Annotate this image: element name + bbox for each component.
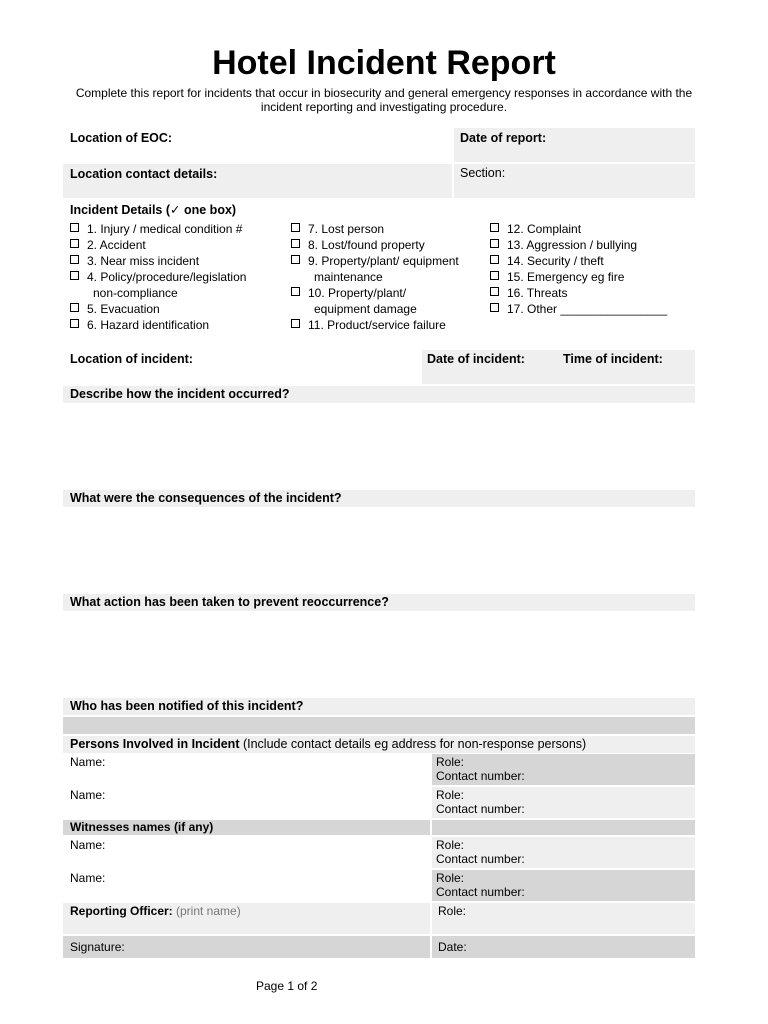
checkbox-icon <box>70 319 79 328</box>
checkbox-icon <box>70 303 79 312</box>
checkbox-lost-person[interactable]: 7. Lost person <box>291 221 459 237</box>
witnesses-label: Witnesses names (if any) <box>70 820 214 834</box>
person-2-name-field[interactable] <box>63 787 430 818</box>
reporting-officer-field[interactable] <box>63 903 430 934</box>
witness-2-name-label: Name: <box>70 871 106 885</box>
incident-details-heading: Incident Details (✓ one box) <box>70 203 237 217</box>
action-answer[interactable] <box>63 612 695 697</box>
checkbox-emergency[interactable]: 15. Emergency eg fire <box>490 269 667 285</box>
checkbox-complaint[interactable]: 12. Complaint <box>490 221 667 237</box>
signature-field[interactable] <box>63 936 430 958</box>
consequences-label: What were the consequences of the incident? <box>70 491 342 505</box>
how-occurred-header <box>63 386 695 403</box>
date-of-report-label: Date of report: <box>460 131 547 145</box>
location-of-incident-label: Location of incident: <box>70 352 193 366</box>
time-of-incident-label: Time of incident: <box>563 352 663 366</box>
signature-label: Signature: <box>70 940 125 954</box>
checkbox-near-miss[interactable]: 3. Near miss incident <box>70 253 246 269</box>
date-time-of-incident-field[interactable] <box>422 350 695 384</box>
person-1-name-label: Name: <box>70 755 106 769</box>
checkbox-icon <box>490 271 499 280</box>
checkbox-maintenance[interactable]: 9. Property/plant/ equipment <box>291 253 459 269</box>
incident-types-col2 <box>291 221 459 333</box>
action-label: What action has been taken to prevent reoccurrence? <box>70 595 389 609</box>
person-1-role-contact: Role: Contact number: <box>436 755 525 783</box>
checkbox-icon <box>70 223 79 232</box>
date-of-incident-label: Date of incident: <box>427 352 525 366</box>
date-field[interactable] <box>432 936 695 958</box>
checkbox-icon <box>291 223 300 232</box>
checkbox-lost-property[interactable]: 8. Lost/found property <box>291 237 459 253</box>
section-field[interactable] <box>454 164 695 198</box>
checkbox-icon <box>490 303 499 312</box>
date-of-report-field[interactable] <box>454 128 695 162</box>
persons-involved-label: Persons Involved in Incident (Include contact details eg address for non-response persons) <box>70 737 587 751</box>
witness-1-name-label: Name: <box>70 838 106 852</box>
consequences-header <box>63 490 695 507</box>
checkbox-icon <box>291 319 300 328</box>
incident-types-col1 <box>70 221 246 333</box>
reporting-officer-label: Reporting Officer: (print name) <box>70 904 241 918</box>
checkbox-other[interactable]: 17. Other ________________ <box>490 301 667 317</box>
checkbox-icon <box>490 255 499 264</box>
location-of-incident-field[interactable] <box>63 350 420 384</box>
notified-answer[interactable] <box>63 717 695 734</box>
checkbox-icon <box>291 287 300 296</box>
persons-involved-header <box>63 736 695 753</box>
checkbox-service-failure[interactable]: 11. Product/service failure <box>291 317 459 333</box>
checkbox-aggression[interactable]: 13. Aggression / bullying <box>490 237 667 253</box>
person-1-role-field[interactable] <box>432 754 695 785</box>
date-label: Date: <box>438 940 467 954</box>
checkbox-injury[interactable]: 1. Injury / medical condition # <box>70 221 246 237</box>
person-2-role-field[interactable] <box>432 787 695 818</box>
reporting-officer-role-field[interactable] <box>432 903 695 934</box>
checkbox-accident[interactable]: 2. Accident <box>70 237 246 253</box>
person-1-name-field[interactable] <box>63 754 430 785</box>
section-label: Section: <box>460 166 506 180</box>
witness-1-role-contact: Role: Contact number: <box>436 838 525 866</box>
reporting-officer-role-label: Role: <box>438 904 467 918</box>
witness-1-name-field[interactable] <box>63 837 430 868</box>
location-contact-label: Location contact details: <box>70 167 218 181</box>
witness-1-role-field[interactable] <box>432 837 695 868</box>
page-number: Page 1 of 2 <box>256 979 318 993</box>
how-occurred-answer[interactable] <box>63 404 695 489</box>
checkbox-icon <box>291 239 300 248</box>
checkbox-icon <box>490 287 499 296</box>
location-eoc-label: Location of EOC: <box>70 131 173 145</box>
action-header <box>63 594 695 611</box>
witness-2-role-contact: Role: Contact number: <box>436 871 525 899</box>
intro-text: Complete this report for incidents that occur in biosecurity and general emergency responses in accordance with the incident reporting and investigating procedure. <box>75 86 693 114</box>
witness-2-name-field[interactable] <box>63 870 430 901</box>
checkbox-maintenance-cont: maintenance <box>314 270 383 284</box>
page-title: Hotel Incident Report <box>212 44 556 82</box>
checkbox-security[interactable]: 14. Security / theft <box>490 253 667 269</box>
checkbox-damage-cont: equipment damage <box>314 302 417 316</box>
witnesses-header <box>63 820 430 835</box>
checkbox-icon <box>70 255 79 264</box>
checkbox-icon <box>70 271 79 280</box>
location-eoc-field[interactable] <box>63 128 452 162</box>
checkbox-hazard[interactable]: 6. Hazard identification <box>70 317 246 333</box>
incident-types-col3 <box>490 221 667 317</box>
checkbox-damage[interactable]: 10. Property/plant/ <box>291 285 459 301</box>
person-2-name-label: Name: <box>70 788 106 802</box>
checkbox-threats[interactable]: 16. Threats <box>490 285 667 301</box>
checkbox-icon <box>490 239 499 248</box>
notified-label: Who has been notified of this incident? <box>70 699 304 713</box>
checkbox-policy[interactable]: 4. Policy/procedure/legislation <box>70 269 246 285</box>
checkbox-icon <box>490 223 499 232</box>
location-contact-field[interactable] <box>63 164 452 198</box>
how-occurred-label: Describe how the incident occurred? <box>70 387 290 401</box>
checkmark-icon: ✓ <box>170 203 181 217</box>
checkbox-icon <box>70 239 79 248</box>
witness-2-role-field[interactable] <box>432 870 695 901</box>
witnesses-header-right <box>432 820 695 835</box>
notified-header <box>63 698 695 715</box>
checkbox-icon <box>291 255 300 264</box>
person-2-role-contact: Role: Contact number: <box>436 788 525 816</box>
consequences-answer[interactable] <box>63 508 695 593</box>
checkbox-evacuation[interactable]: 5. Evacuation <box>70 301 246 317</box>
checkbox-policy-cont: non-compliance <box>93 286 178 300</box>
